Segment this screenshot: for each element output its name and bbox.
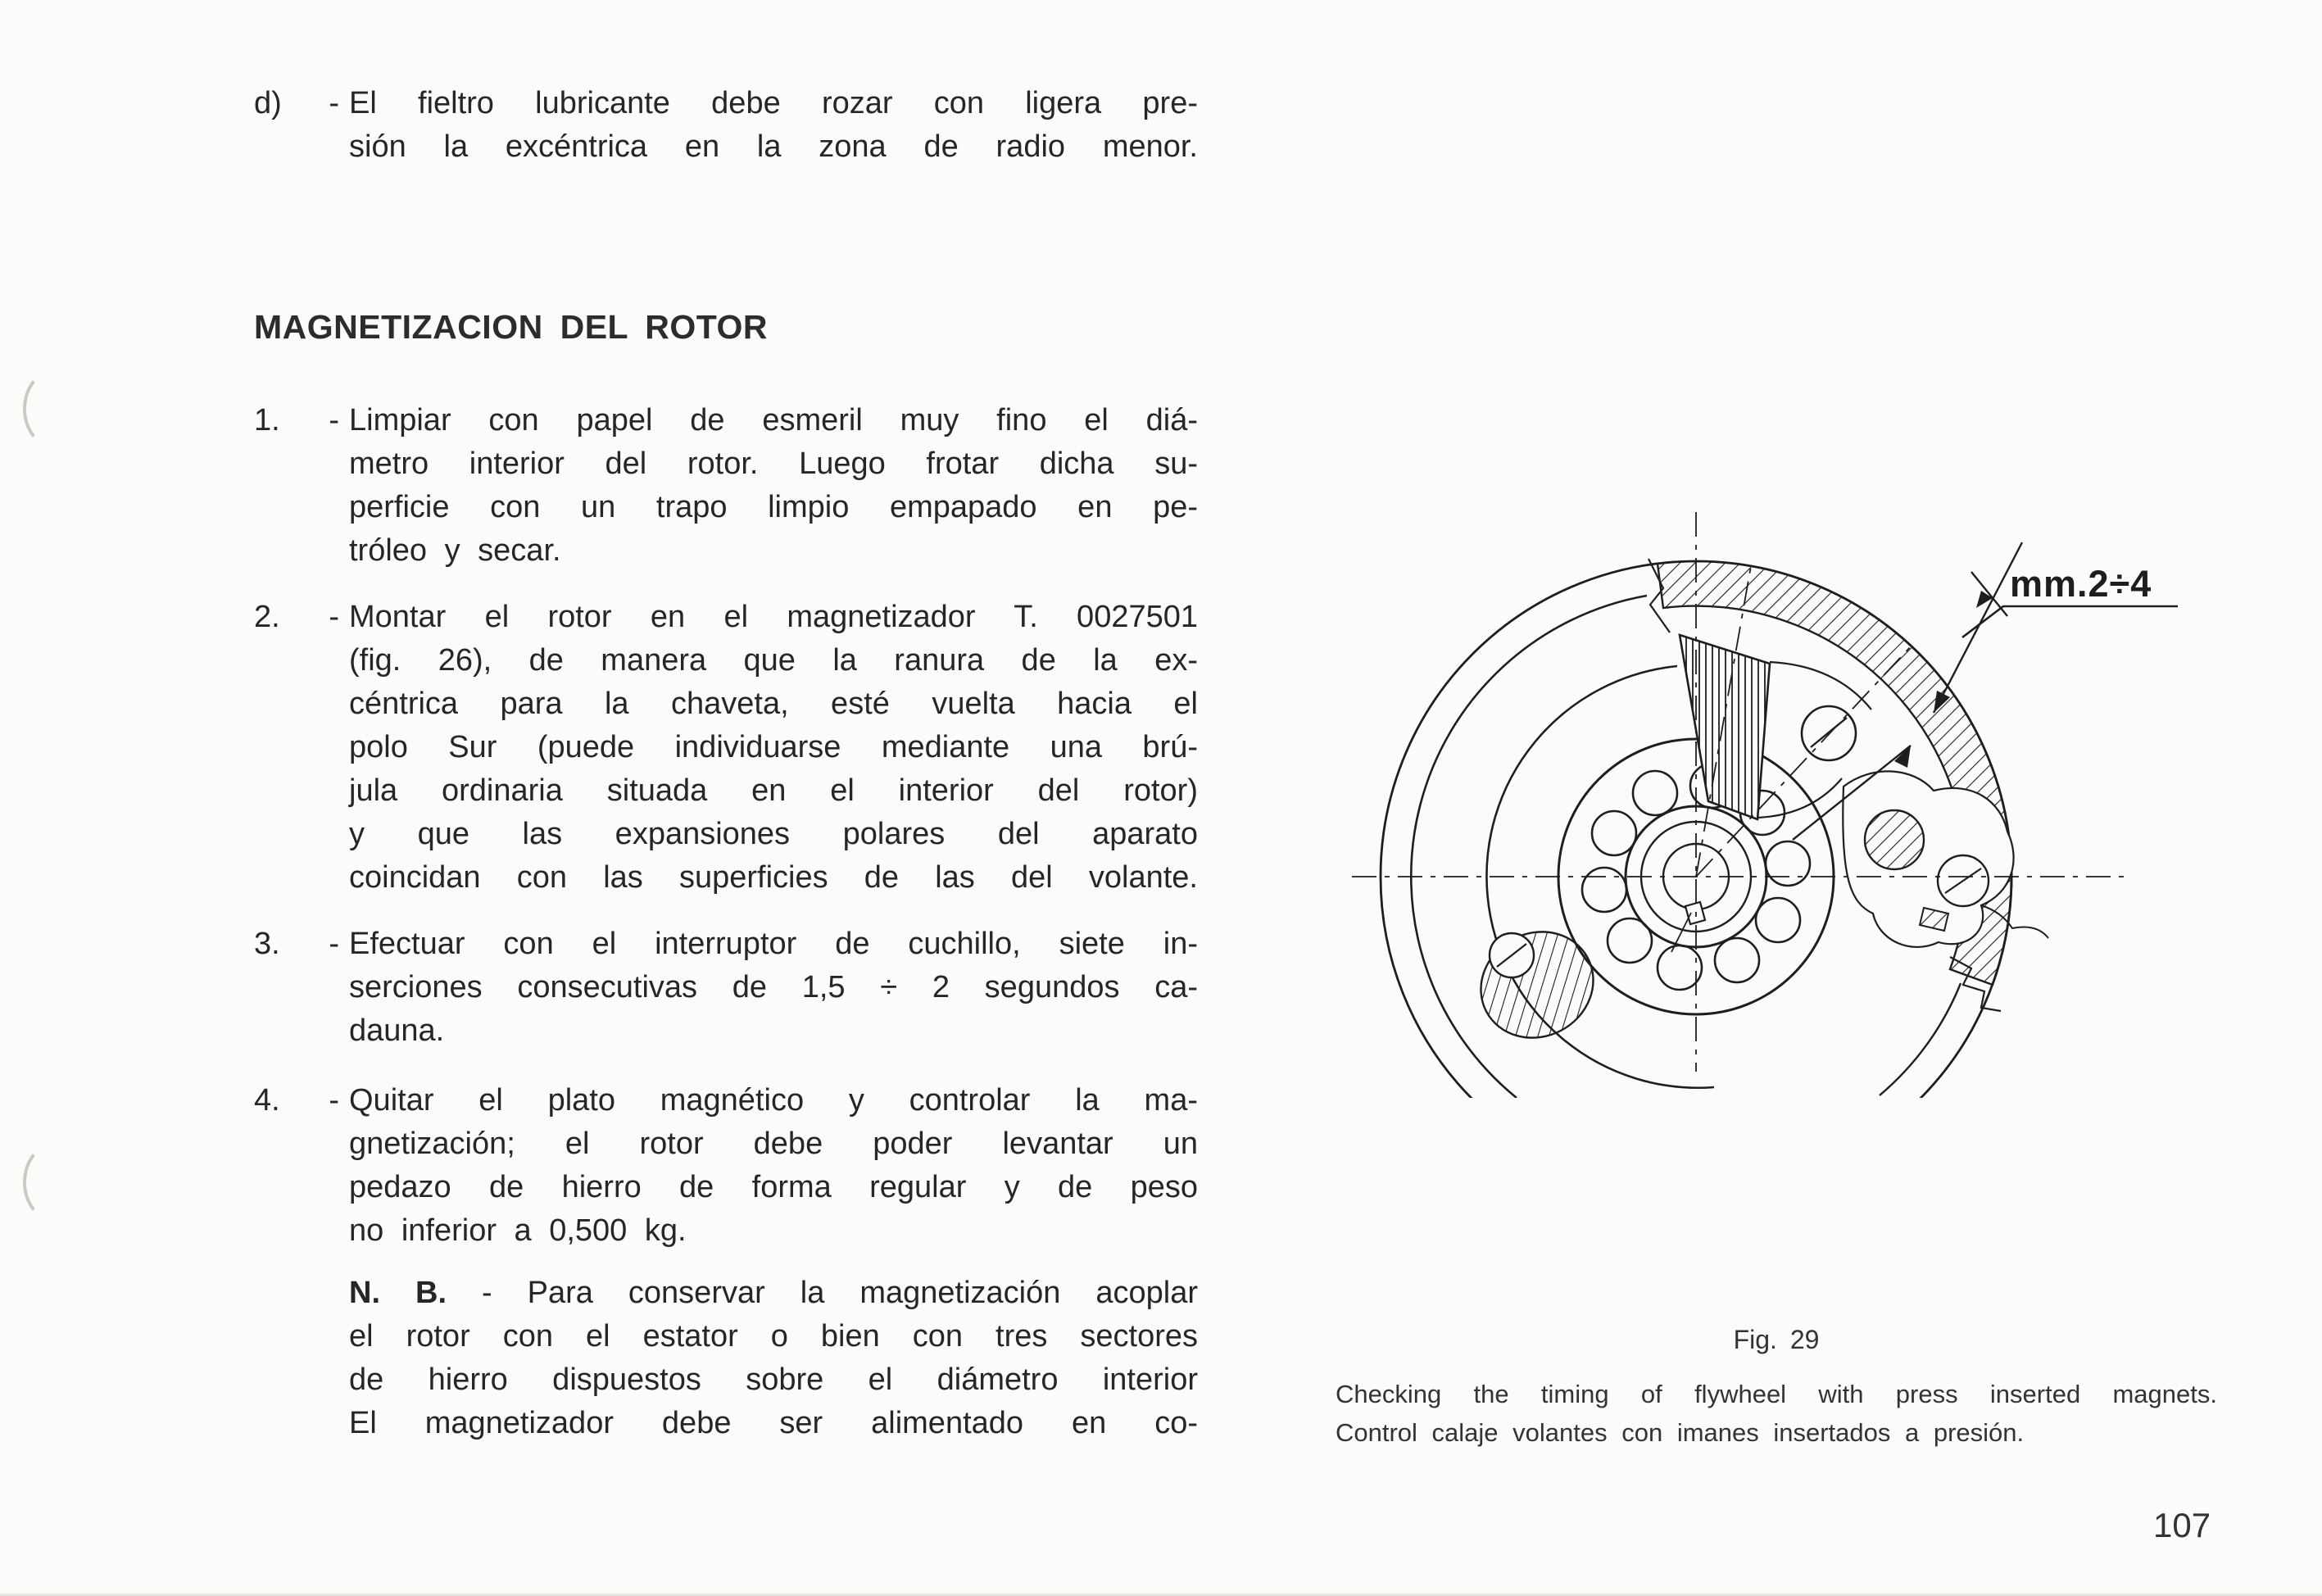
paragraph-d [254, 82, 1198, 169]
dimension-tick [1971, 572, 2007, 616]
item-label-dash: - [329, 600, 339, 634]
caption-line-en: Checking the timing of flywheel with press inserted magnets. [1336, 1380, 2217, 1408]
counterweight-hatched [1463, 913, 1612, 1058]
text-line: de hierro dispuestos sobre el diámetro interior [349, 1362, 1198, 1397]
item-label-num: 2. [254, 600, 280, 634]
text-line: pedazo de hierro de forma regular y de peso [349, 1170, 1198, 1204]
text-line [349, 1272, 1198, 1315]
text-line: dauna. [349, 1013, 445, 1048]
paragraph-step-4 [254, 1079, 1198, 1253]
text-line: metro interior del rotor. Luego frotar dicha su- [349, 447, 1198, 481]
text-line: jula ordinaria situada en el interior del rotor) [349, 773, 1198, 808]
paragraph-note [254, 1272, 1198, 1445]
note-label: N. B. [349, 1276, 447, 1310]
item-label-num: 1. [254, 403, 280, 438]
item-label-num: 4. [254, 1083, 280, 1118]
caption-line-es: Control calaje volantes con imanes insertados a presión. [1336, 1418, 2025, 1447]
section-heading: MAGNETIZACION DEL ROTOR [254, 308, 769, 346]
paragraph-step-3 [254, 923, 1198, 1053]
text-line: Montar el rotor en el magnetizador T. 0027501 [349, 600, 1198, 634]
text-line: el rotor con el estator o bien con tres sectores [349, 1319, 1198, 1353]
item-label-num: 3. [254, 927, 280, 961]
text-line: serciones consecutivas de 1,5 ÷ 2 segundos ca- [349, 970, 1198, 1004]
item-label-num: d) [254, 86, 282, 120]
text-line: Quitar el plato magnético y controlar la ma- [349, 1083, 1198, 1118]
text-line: coincidan con las superficies de las del volante. [349, 860, 1198, 895]
paragraph-step-2 [254, 596, 1198, 900]
page-number: 107 [2153, 1506, 2211, 1544]
text-line: polo Sur (puede individuarse mediante una brú- [349, 730, 1198, 764]
hatched-screw [1865, 810, 1924, 869]
text-line: perficie con un trapo limpio empapado en pe- [349, 490, 1198, 524]
figure-caption [1336, 1321, 2217, 1452]
text-line: tróleo y secar. [349, 533, 561, 568]
item-label-dash: - [329, 86, 339, 120]
text-line: sión la excéntrica en la zona de radio menor. [349, 129, 1198, 164]
text-line: Efectuar con el interruptor de cuchillo, siete in- [349, 927, 1198, 961]
note-first-line: - Para conservar la magnetización acoplar [482, 1276, 1198, 1310]
figure-number: Fig. 29 [1733, 1325, 1820, 1354]
item-label [254, 82, 339, 125]
item-label [254, 923, 339, 966]
text-line: céntrica para la chaveta, esté vuelta hacia el [349, 687, 1198, 721]
keyway-notch [1685, 902, 1705, 924]
text-line: Limpiar con papel de esmeril muy fino el diá- [349, 403, 1198, 438]
item-label-dash: - [329, 403, 339, 438]
scan-bottom-edge [0, 1592, 2322, 1596]
text-line: El magnetizador debe ser alimentado en co- [349, 1406, 1198, 1440]
item-label [254, 1079, 339, 1122]
flywheel-figure [1278, 467, 2322, 1098]
paragraph-step-1 [254, 399, 1198, 573]
item-label-dash: - [329, 927, 339, 961]
flywheel-drawing [1278, 467, 2322, 1098]
dimension-label: mm.2÷4 [2010, 563, 2152, 605]
punch-hole-mark-bottom [23, 1144, 82, 1221]
punch-hole-mark-top [23, 370, 82, 447]
breaker-assembly [1843, 771, 2048, 947]
text-line: y que las expansiones polares del aparato [349, 817, 1198, 851]
text-line: El fieltro lubricante debe rozar con ligera pre- [349, 86, 1198, 120]
text-column [254, 0, 1198, 1596]
item-label [254, 399, 339, 442]
text-line: gnetización; el rotor debe poder levantar un [349, 1127, 1198, 1161]
text-line: (fig. 26), de manera que la ranura de la ex- [349, 643, 1198, 678]
item-label-dash: - [329, 1083, 339, 1118]
item-label [254, 596, 339, 639]
text-line: no inferior a 0,500 kg. [349, 1213, 687, 1248]
dimension-underline [1962, 606, 2178, 637]
